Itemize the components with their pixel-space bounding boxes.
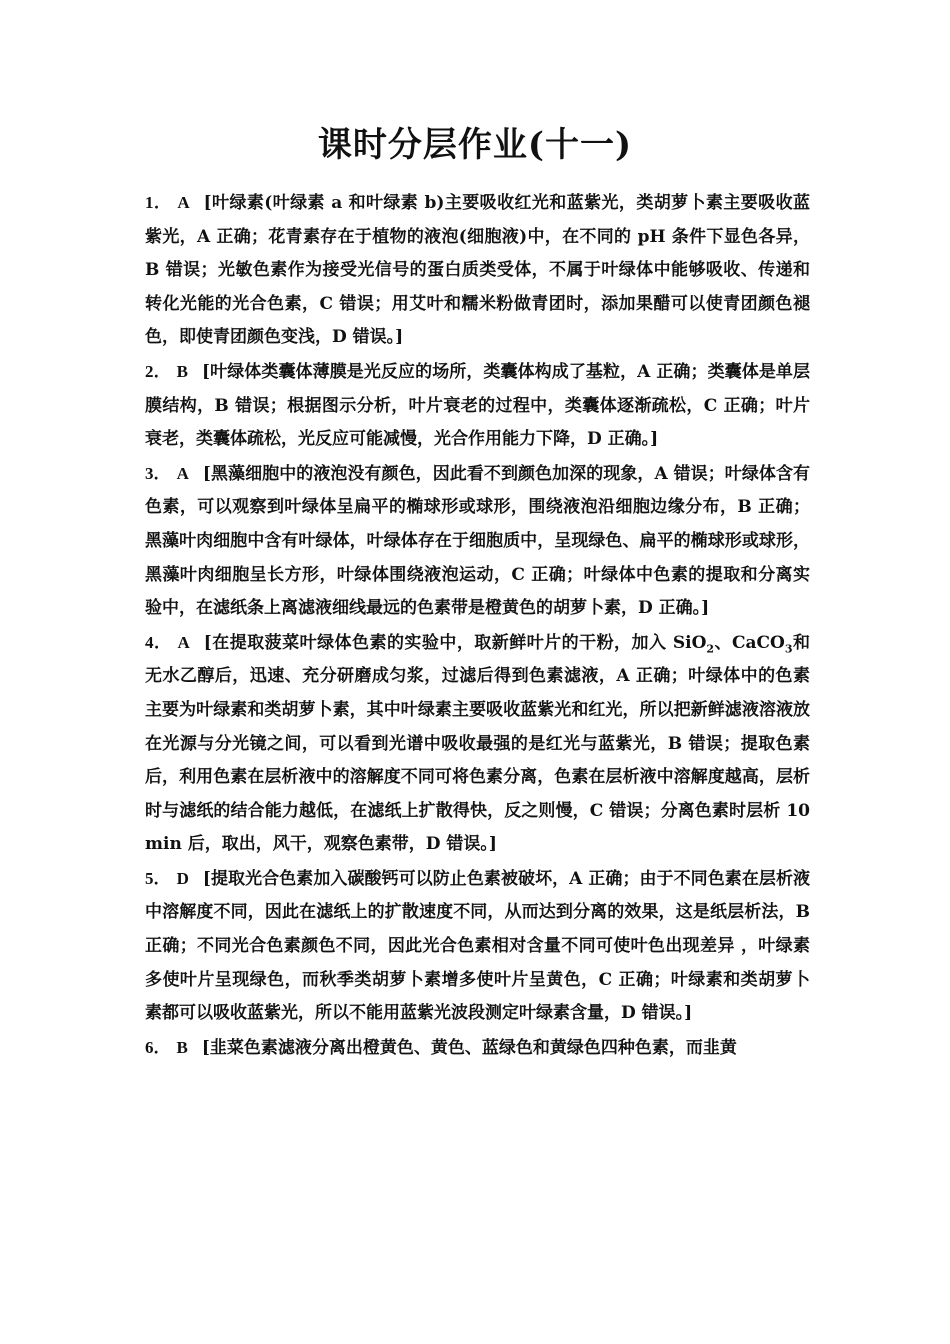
answer-item-3 (145, 457, 810, 626)
answer-item-6 (145, 1031, 810, 1066)
item-answer: B (176, 361, 189, 381)
item-number: 6． (145, 1037, 171, 1057)
item-explanation: [韭菜色素滤液分离出橙黄色、黄色、蓝绿色和黄绿色四种色素，而韭黄 (201, 1037, 737, 1058)
item-answer: A (176, 463, 189, 483)
item-number: 4． (145, 632, 172, 652)
answer-item-2 (145, 355, 810, 457)
item-answer: B (176, 1037, 188, 1057)
item-answer: A (177, 632, 190, 652)
item-explanation: [叶绿素(叶绿素 a 和叶绿素 b)主要吸收红光和蓝紫光，类胡萝卜素主要吸收蓝紫光，A 正确；花青素存在于植物的液泡(细胞液)中，在不同的 pH 条件下显色各异，B 错误；光敏色素作为接受光信号的蛋白质类受体，不属于叶绿体中能够吸收、传递和转化光能的光合色素，C 错误；用艾叶和糯米粉做青团时，添加果醋可以使青团颜色褪色，即使青团颜色变浅，D 错误。] (145, 193, 810, 348)
item-number: 5． (145, 868, 171, 888)
item-answer: D (176, 868, 189, 888)
answer-item-5 (145, 862, 810, 1031)
item-number: 3． (145, 463, 171, 483)
answer-list (145, 186, 810, 1065)
page-title: 课时分层作业(十一) (317, 125, 633, 165)
subscript: 3 (784, 642, 793, 656)
item-explanation: [叶绿体类囊体薄膜是光反应的场所，类囊体构成了基粒，A 正确；类囊体是单层膜结构，B 错误；根据图示分析，叶片衰老的过程中，类囊体逐渐疏松，C 正确；叶片衰老，类囊体疏松，光反应可能减慢，光合作用能力下降，D 正确。] (145, 361, 811, 450)
item-explanation-part3: 和无水乙醇后，迅速、充分研磨成匀浆，过滤后得到色素滤液，A 正确；叶绿体中的色素主要为叶绿素和类胡萝卜素，其中叶绿素主要吸收蓝紫光和红光，所以把新鲜滤液溶液放在光源与分光镜之间，可以看到光谱中吸收最强的是红光与蓝紫光，B 错误；提取色素后，利用色素在层析液中的溶解度不同可将色素分离，色素在层析液中溶解度越高，层析时与滤纸的结合能力越低，在滤纸上扩散得快，反之则慢，C 错误；分离色素时层析 10 min 后，取出，风干，观察色素带，D 错误。] (145, 632, 811, 855)
answer-item-1 (145, 186, 810, 355)
item-answer: A (177, 193, 190, 212)
item-number: 1． (145, 193, 172, 212)
item-explanation-part1: [在提取菠菜叶绿体色素的实验中，取新鲜叶片的干粉，加入 SiO (203, 632, 707, 653)
item-explanation: [提取光合色素加入碳酸钙可以防止色素被破坏，A 正确；由于不同色素在层析液中溶解度不同，因此在滤纸上的扩散速度不同，从而达到分离的效果，这是纸层析法，B 正确；不同光合色素颜色不同，因此光合色素相对含量不同可使叶色出现差异 ，叶绿素多使叶片呈现绿色，而秋季类胡萝卜素增多使叶片呈黄色，C 正确；叶绿素和类胡萝卜素都可以吸收蓝紫光，所以不能用蓝紫光波段测定叶绿素含量，D 错误。] (145, 868, 811, 1024)
item-explanation: [黑藻细胞中的液泡没有颜色，因此看不到颜色加深的现象，A 错误；叶绿体含有色素，可以观察到叶绿体呈扁平的椭球形或球形，围绕液泡沿细胞边缘分布，B 正确；黑藻叶肉细胞中含有叶绿体，叶绿体存在于细胞质中，呈现绿色、扁平的椭球形或球形，黑藻叶肉细胞呈长方形，叶绿体围绕液泡运动，C 正确；叶绿体中色素的提取和分离实验中，在滤纸条上离滤液细线最远的色素带是橙黄色的胡萝卜素，D 正确。] (145, 463, 811, 619)
item-explanation-part2: 、CaCO (714, 632, 785, 653)
item-number: 2． (145, 361, 171, 381)
answer-item-4 (145, 626, 810, 862)
subscript: 2 (706, 642, 715, 656)
